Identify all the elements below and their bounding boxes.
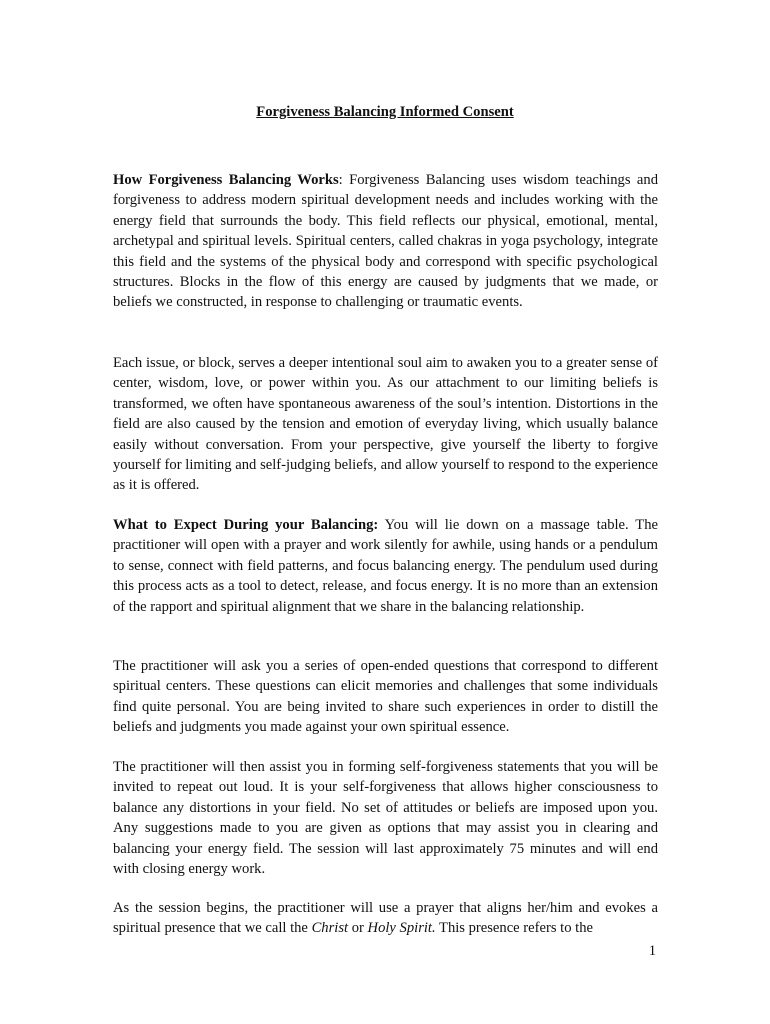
- paragraph-questions: [113, 656, 658, 738]
- paragraph-text: : Forgiveness Balancing uses wisdom teachings and forgiveness to address modern spiritual development needs and includes working with the energy field that surrounds the body. This field reflects our physical, emotional, mental, archetypal and spiritual levels. Spiritual centers, called chakras in yoga psychology, integrate this field and the systems of the physical body and correspond with specific psychological structures. Blocks in the flow of this energy are caused by judgments that we made, or beliefs we constructed, in response to challenging or traumatic events.: [113, 172, 658, 311]
- paragraph-text: This presence refers to the: [435, 920, 594, 937]
- paragraph-what-to-expect: [113, 515, 658, 617]
- paragraph-text: You will lie down on a massage table. The practitioner will open with a prayer and work silently for awhile, using hands or a pendulum to sense, connect with field patterns, and focus balancing energy. The pendulum used during this process acts as a tool to detect, release, and focus energy. It is no more than an extension of the rapport and spiritual alignment that we share in the balancing relationship.: [113, 517, 658, 615]
- paragraph-session-begins: [113, 898, 658, 939]
- paragraph-text: The practitioner will ask you a series of open-ended questions that correspond to different spiritual centers. These questions can elicit memories and challenges that some individuals find quite personal. You are being invited to share such experiences in order to distill the beliefs and judgments you made against your own spiritual essence.: [113, 658, 658, 736]
- paragraph-how-it-works: [113, 170, 658, 313]
- paragraph-text: The practitioner will then assist you in forming self-forgiveness statements that you will be invited to repeat out loud. It is your self-forgiveness that allows higher consciousness to balance any distortions in your field. No set of attitudes or beliefs are imposed upon you. Any suggestions made to you are given as options that may assist you in clearing and balancing your energy field. The session will last approximately 75 minutes and will end with closing energy work.: [113, 759, 658, 878]
- italic-holy-spirit: Holy Spirit.: [367, 920, 436, 937]
- section-heading-what-to-expect: What to Expect During your Balancing:: [113, 517, 379, 533]
- paragraph-soul-aim: [113, 353, 658, 496]
- section-heading-how-it-works: How Forgiveness Balancing Works: [113, 172, 339, 188]
- page-number: 1: [648, 943, 656, 959]
- paragraph-text: Each issue, or block, serves a deeper intentional soul aim to awaken you to a greater sense of center, wisdom, love, or power within you. As our attachment to our limiting beliefs is transformed, we often have spontaneous awareness of the soul’s intention. Distortions in the field are also caused by the tension and emotion of everyday living, which usually balance easily without conversation. From your perspective, give yourself the liberty to forgive yourself for limiting and self-judging beliefs, and allow yourself to respond to the experience as it is offered.: [113, 355, 658, 494]
- paragraph-self-forgiveness: [113, 757, 658, 879]
- paragraph-text: or: [348, 920, 368, 937]
- document-title: Forgiveness Balancing Informed Consent: [256, 104, 514, 120]
- paragraph-text: As the session begins, the practitioner will use a prayer that aligns her/him and evokes a spiritual presence that we call the: [113, 900, 658, 937]
- italic-christ: Christ: [311, 920, 349, 937]
